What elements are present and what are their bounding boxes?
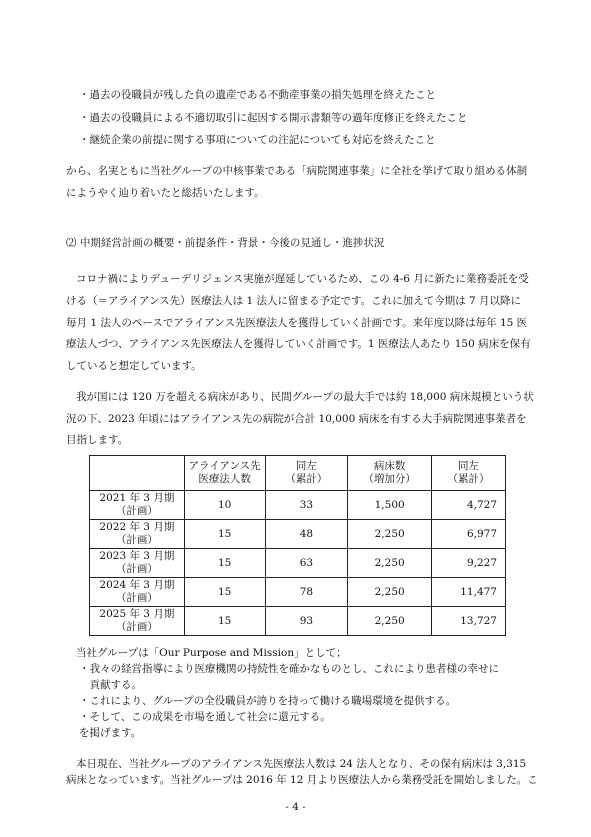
value-cell: 2,250	[348, 578, 432, 607]
value-cell: 15	[184, 607, 265, 636]
bullet-item: ・継続企業の前提に関する事項についての注記についても対応を終えたこと	[79, 134, 436, 146]
section-heading: ⑵ 中期経営計画の概要・前提条件・背景・今後の見通し・進捗状況	[66, 237, 385, 249]
value-cell: 63	[265, 549, 348, 578]
paragraph-line: 療法人づつ、アライアンス先医療法人を獲得していく計画です。1 医療法人あたり 150 病床を保有	[66, 338, 531, 350]
value-cell: 15	[184, 520, 265, 549]
table-row	[90, 520, 506, 549]
value-cell: 78	[265, 578, 348, 607]
header-cell: 同左 （累計）	[432, 456, 506, 491]
mission-intro: 当社グループは「Our Purpose and Mission」として；	[76, 647, 347, 659]
header-cell: 病床数 （増加分）	[348, 456, 432, 491]
paragraph-line: ける（＝アライアンス先）医療法人は 1 法人に留まる予定です。これに加えて今期は 7 月以降に	[66, 295, 522, 307]
period-cell: 2022 年 3 月期 （計画）	[90, 520, 185, 549]
value-cell: 2,250	[348, 607, 432, 636]
period-cell: 2024 年 3 月期 （計画）	[90, 578, 185, 607]
page-number: - 4 -	[285, 801, 306, 813]
paragraph-line: 毎月 1 法人のペースでアライアンス先医療法人を獲得していく計画です。来年度以降は毎年 15 医	[66, 317, 528, 329]
value-cell: 4,727	[432, 491, 506, 520]
value-cell: 2,250	[348, 520, 432, 549]
header-cell: 同左 （累計）	[265, 456, 348, 491]
value-cell: 93	[265, 607, 348, 636]
mission-item: ・そして、この成果を市場を通して社会に還元する。	[79, 711, 331, 723]
mission-item: ・我々の経営指導により医療機関の持続性を確かなものとし、これにより患者様の幸せに	[79, 663, 499, 675]
mission-item: 貢献する。	[79, 679, 142, 691]
mission-item: ・これにより、グループの全役職員が誇りを持って働ける職場環境を提供する。	[79, 695, 457, 707]
paragraph-line: コロナ禍によりデューデリジェンス実施が遅延しているため、この 4-6 月に新たに業務委託を受	[76, 273, 529, 285]
summary-line: から、名実ともに当社グループの中核事業である「病院関連事業」に全社を挙げて取り組める体制	[66, 165, 528, 177]
period-cell: 2021 年 3 月期 （計画）	[90, 491, 185, 520]
value-cell: 15	[184, 578, 265, 607]
paragraph-line: 本日現在、当社グループのアライアンス先医療法人数は 24 法人となり、その保有病床は 3,315	[76, 758, 527, 770]
table-row	[90, 607, 506, 636]
paragraph-line: 病床となっています。当社グループは 2016 年 12 月より医療法人から業務受託を開始しました。こ	[66, 774, 538, 786]
value-cell: 11,477	[432, 578, 506, 607]
value-cell: 10	[184, 491, 265, 520]
period-cell: 2023 年 3 月期 （計画）	[90, 549, 185, 578]
value-cell: 6,977	[432, 520, 506, 549]
plan-table	[89, 455, 506, 636]
header-cell: アライアンス先 医療法人数	[184, 456, 265, 491]
bullet-item: ・過去の役職員が残した負の遺産である不動産事業の損失処理を終えたこと	[79, 89, 436, 101]
value-cell: 9,227	[432, 549, 506, 578]
header-cell	[90, 456, 185, 491]
table-row	[90, 549, 506, 578]
value-cell: 2,250	[348, 549, 432, 578]
value-cell: 48	[265, 520, 348, 549]
paragraph-line: していると想定しています。	[66, 360, 202, 372]
value-cell: 13,727	[432, 607, 506, 636]
mission-closing: を掲げます。	[79, 727, 142, 739]
paragraph-line: 目指します。	[66, 434, 129, 446]
bullet-item: ・過去の役職員による不適切取引に起因する開示書類等の過年度修正を終えたこと	[79, 112, 468, 124]
value-cell: 15	[184, 549, 265, 578]
paragraph-line: 況の下、2023 年頃にはアライアンス先の病院が合計 10,000 病床を有する大手病院関連事業者を	[66, 413, 527, 425]
table-row	[90, 491, 506, 520]
paragraph-line: 我が国には 120 万を超える病床があり、民間グループの最大手では約 18,000 病床規模という状	[76, 391, 534, 403]
period-cell: 2025 年 3 月期 （計画）	[90, 607, 185, 636]
value-cell: 33	[265, 491, 348, 520]
table-header-row	[90, 456, 506, 491]
value-cell: 1,500	[348, 491, 432, 520]
table-row	[90, 578, 506, 607]
summary-line: にようやく辿り着いたと総括いたします。	[66, 187, 265, 199]
